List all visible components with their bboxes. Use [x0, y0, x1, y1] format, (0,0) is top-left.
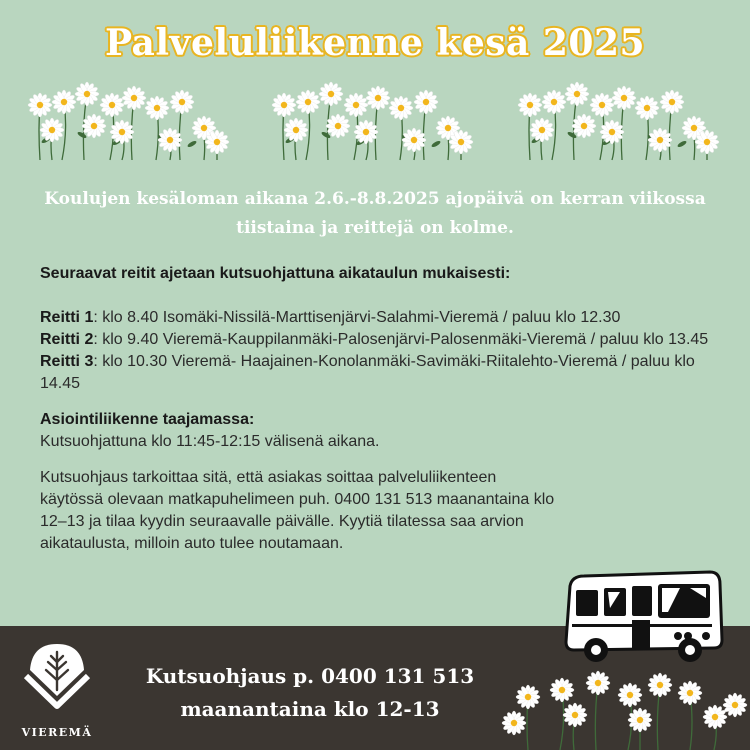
intro-text — [20, 185, 730, 243]
intro-line-2: tiistaina ja reittejä on kolme. — [236, 218, 514, 238]
intro-line-1: Koulujen kesäloman aikana 2.6.-8.8.2025 ajopäivä on kerran viikossa — [44, 189, 706, 209]
contact-phone: Kutsuohjaus p. 0400 131 513 — [145, 664, 475, 688]
bus-icon — [560, 568, 725, 668]
daisy-border-top — [0, 80, 750, 170]
route-3-label: Reitti 3 — [40, 353, 94, 370]
page-title: Palveluliikenne kesä 2025 — [104, 22, 646, 64]
main-content — [40, 263, 720, 555]
asiointi-text: Kutsuohjattuna klo 11:45-12:15 välisenä aikana. — [40, 433, 380, 450]
explanation-line-1: Kutsuohjaus tarkoittaa sitä, että asiakas soittaa palveluliikenteen — [40, 469, 497, 486]
route-3-text: : klo 10.30 Vieremä- Haajainen-Konolanmäki-Savimäki-Riitalehto-Vieremä / paluu klo 14.45 — [40, 353, 695, 392]
asiointi-heading: Asiointiliikenne taajamassa: — [40, 411, 255, 428]
explanation-line-4: aikataulusta, milloin auto tulee noutamaan. — [40, 535, 344, 552]
explanation-line-3: 12–13 ja tilaa kyydin seuraavalle päivälle. Kyytiä tilatessa saa arvion — [40, 513, 524, 530]
route-1-label: Reitti 1 — [40, 309, 94, 326]
routes-heading: Seuraavat reitit ajetaan kutsuohjattuna aikataulun mukaisesti: — [40, 265, 511, 282]
explanation-line-2: käytössä olevaan matkapuhelimeen puh. 0400 131 513 maanantaina klo — [40, 491, 555, 508]
route-2-label: Reitti 2 — [40, 331, 94, 348]
contact-hours: maanantaina klo 12-13 — [180, 697, 440, 721]
vieremä-logo-icon — [22, 640, 92, 720]
route-1 — [40, 307, 720, 329]
route-2-text: : klo 9.40 Vieremä-Kauppilanmäki-Palosenjärvi-Palosenmäki-Vieremä / paluu klo 13.45 — [93, 331, 709, 348]
contact-info — [130, 660, 490, 726]
daisy-border-bottom — [500, 665, 750, 750]
logo-text: VIEREMÄ — [21, 726, 93, 739]
route-2 — [40, 329, 720, 351]
route-1-text: : klo 8.40 Isomäki-Nissilä-Marttisenjärvi-Salahmi-Vieremä / paluu klo 12.30 — [93, 309, 621, 326]
route-3 — [40, 351, 720, 395]
